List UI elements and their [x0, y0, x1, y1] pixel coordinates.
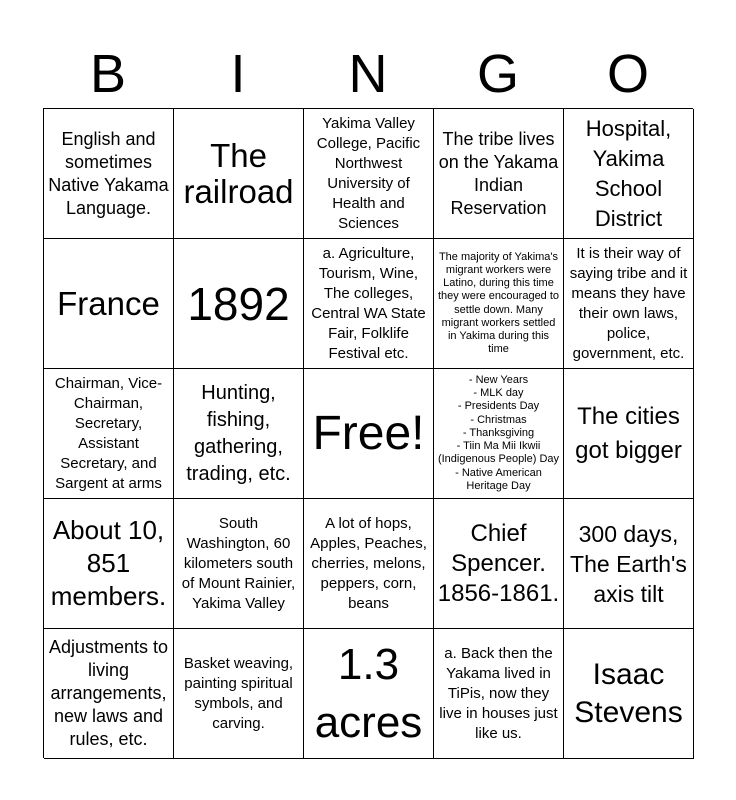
bingo-cell[interactable]	[434, 369, 564, 499]
cell-text: The cities got bigger	[575, 402, 682, 464]
bingo-cell[interactable]	[174, 109, 304, 239]
free-space-text: Free!	[312, 406, 425, 460]
cell-text: It is their way of saying tribe and it means they have their own laws, police, government, etc.	[569, 244, 688, 362]
bingo-cell[interactable]	[44, 109, 174, 239]
bingo-cell[interactable]	[44, 369, 174, 499]
header-letter-b: B	[89, 44, 127, 104]
bingo-cell[interactable]	[434, 239, 564, 369]
bingo-cell[interactable]	[44, 499, 174, 629]
cell-text: Chairman, Vice-Chairman, Secretary, Assistant Secretary, and Sargent at arms	[54, 374, 163, 492]
cell-text: A lot of hops, Apples, Peaches, cherries, melons, peppers, corn, beans	[310, 514, 427, 612]
bingo-cell[interactable]	[304, 239, 434, 369]
cell-text: About 10, 851 members.	[50, 515, 167, 611]
bingo-cell[interactable]	[304, 629, 434, 759]
bingo-cell[interactable]	[434, 109, 564, 239]
bingo-cell[interactable]	[174, 369, 304, 499]
header-letter-i: I	[230, 44, 246, 104]
bingo-cell[interactable]	[564, 369, 694, 499]
bingo-cell[interactable]	[564, 499, 694, 629]
cell-text: Isaac Stevens	[574, 657, 683, 729]
cell-text: a. Back then the Yakama lived in TiPis, now they live in houses just like us.	[439, 644, 558, 742]
header-letter-n: N	[348, 44, 388, 104]
bingo-cell[interactable]	[434, 629, 564, 759]
bingo-cell[interactable]	[44, 629, 174, 759]
bingo-cell[interactable]	[174, 629, 304, 759]
cell-text: a. Agriculture, Tourism, Wine, The colleges, Central WA State Fair, Folklife Festival etc.	[311, 244, 426, 362]
header-letter-g: G	[476, 44, 519, 104]
bingo-header	[43, 40, 693, 108]
cell-text: Hospital, Yakima School District	[585, 115, 672, 231]
cell-text: Yakima Valley College, Pacific Northwest University of Health and Sciences	[316, 114, 421, 232]
cell-text: The railroad	[183, 136, 294, 210]
cell-text: South Washington, 60 kilometers south of Mount Rainier, Yakima Valley	[181, 514, 296, 612]
bingo-cell[interactable]	[174, 499, 304, 629]
cell-text: 1.3 acres	[314, 639, 423, 747]
bingo-cell[interactable]	[564, 629, 694, 759]
cell-text: The majority of Yakima's migrant workers were Latino, during this time they were encouraged to settle down. Many migrant workers settled in Yakima during this time	[437, 250, 560, 356]
cell-text: The tribe lives on the Yakama Indian Reservation	[438, 128, 559, 218]
bingo-cell[interactable]	[564, 109, 694, 239]
cell-text: Hunting, fishing, gathering, trading, etc.	[186, 381, 291, 485]
bingo-cell[interactable]	[564, 239, 694, 369]
bingo-cell[interactable]	[434, 499, 564, 629]
cell-text: English and sometimes Native Yakama Language.	[48, 128, 169, 218]
bingo-cell[interactable]	[304, 109, 434, 239]
cell-text: Chief Spencer. 1856-1861.	[437, 519, 560, 607]
cell-text: Basket weaving, painting spiritual symbols, and carving.	[183, 654, 294, 732]
cell-text: - New Years - MLK day - Presidents Day - Christmas - Thanksgiving - Tiin Ma Mii Ikwii (Indigenous People) Day - Native American Heritage Day	[437, 374, 560, 492]
bingo-cell[interactable]	[174, 239, 304, 369]
cell-text: France	[57, 284, 160, 322]
cell-text: 300 days, The Earth's axis tilt	[570, 520, 687, 607]
bingo-free-space[interactable]	[304, 369, 434, 499]
bingo-cell[interactable]	[44, 239, 174, 369]
bingo-card-grid	[43, 108, 693, 758]
header-letter-o: O	[606, 44, 649, 104]
bingo-cell[interactable]	[304, 499, 434, 629]
cell-text: Adjustments to living arrangements, new laws and rules, etc.	[48, 637, 169, 749]
cell-text: 1892	[187, 277, 290, 330]
